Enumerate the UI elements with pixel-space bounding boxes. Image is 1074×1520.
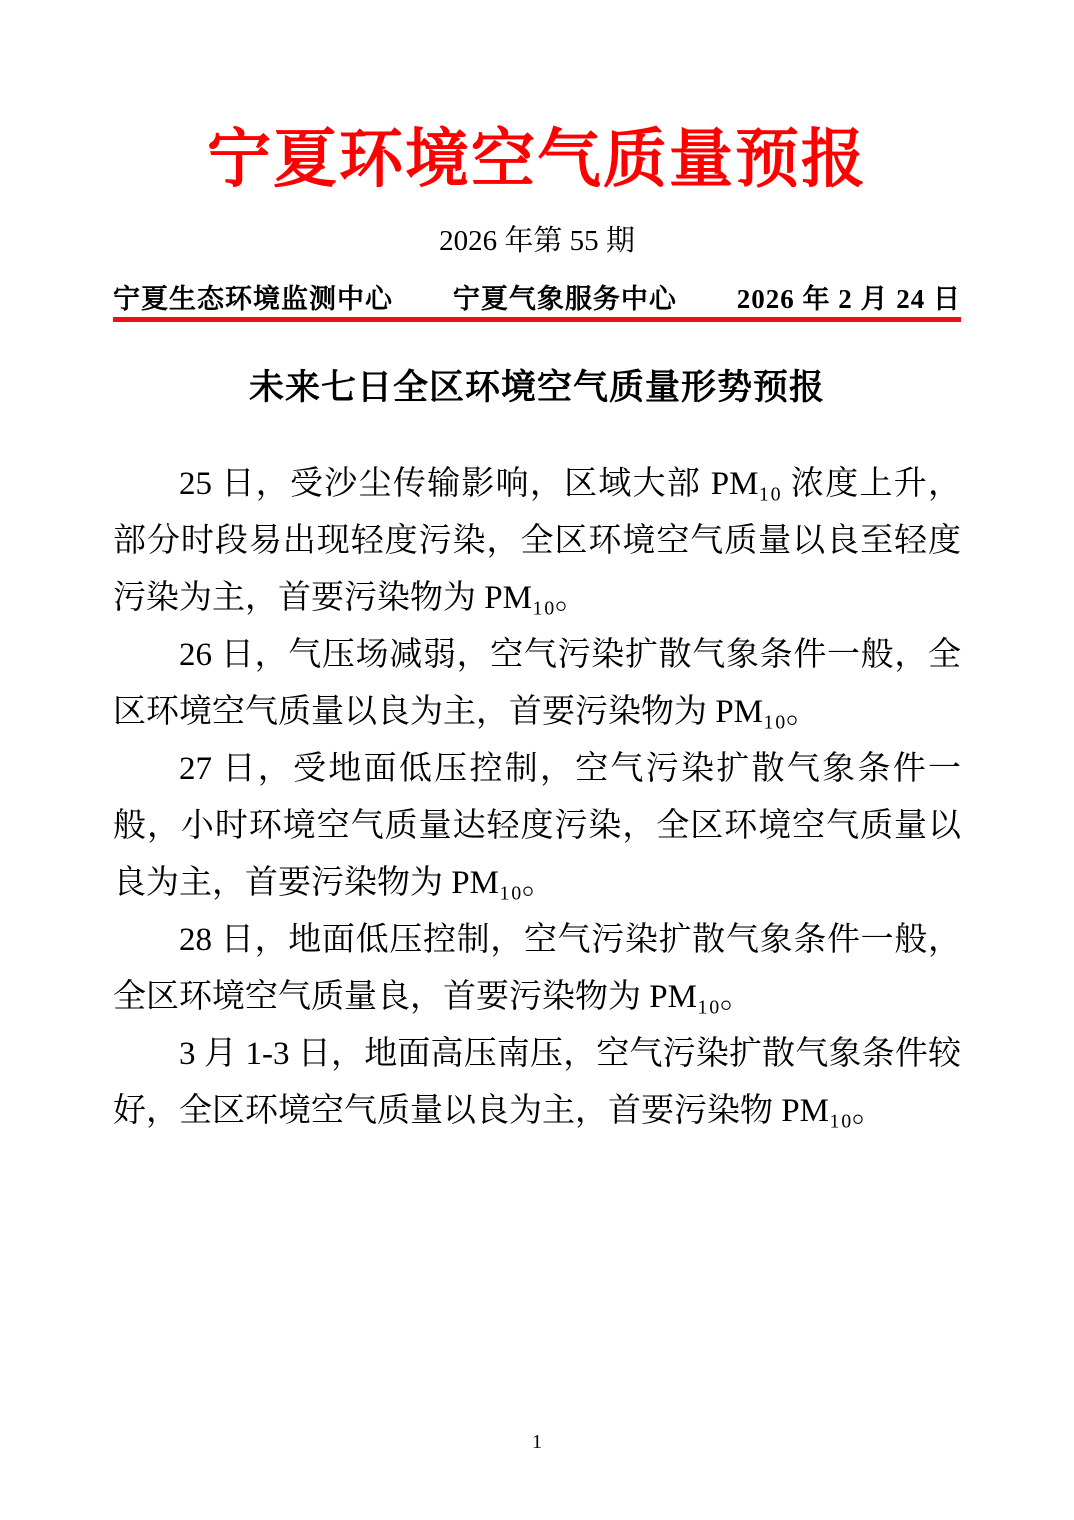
forecast-paragraph-mar1-3: 3 月 1-3 日，地面高压南压，空气污染扩散气象条件较好，全区环境空气质量以良为主，首要污染物 PM₁₀。 [113, 1036, 961, 1129]
org-middle-meteorological-center: 宁夏气象服务中心 [452, 284, 677, 314]
forecast-paragraph-day25: 25 日，受沙尘传输影响，区域大部 PM₁₀ 浓度上升，部分时段易出现轻度污染，全区环境空气质量以良至轻度污染为主，首要污染物为 PM₁₀。 [113, 466, 961, 616]
page-number: 1 [532, 1431, 542, 1453]
report-date: 2026 年 2 月 24 日 [736, 284, 961, 314]
org-left-monitoring-center: 宁夏生态环境监测中心 [113, 284, 393, 314]
header-org-row [113, 283, 961, 315]
forecast-paragraph-day28: 28 日，地面低压控制，空气污染扩散气象条件一般，全区环境空气质量良，首要污染物为 PM₁₀。 [113, 922, 961, 1015]
document-title: 宁夏环境空气质量预报 [207, 124, 867, 195]
issue-number: 2026 年第 55 期 [439, 225, 635, 257]
forecast-body [113, 456, 961, 1140]
document-content [113, 0, 961, 1140]
forecast-paragraph-day26: 26 日，气压场减弱，空气污染扩散气象条件一般，全区环境空气质量以良为主，首要污染物为 PM₁₀。 [113, 637, 961, 730]
section-title: 未来七日全区环境空气质量形势预报 [248, 368, 825, 407]
red-divider-rule [113, 317, 961, 322]
forecast-paragraph-day27: 27 日，受地面低压控制，空气污染扩散气象条件一般，小时环境空气质量达轻度污染，全区环境空气质量以良为主，首要污染物为 PM₁₀。 [113, 751, 961, 901]
